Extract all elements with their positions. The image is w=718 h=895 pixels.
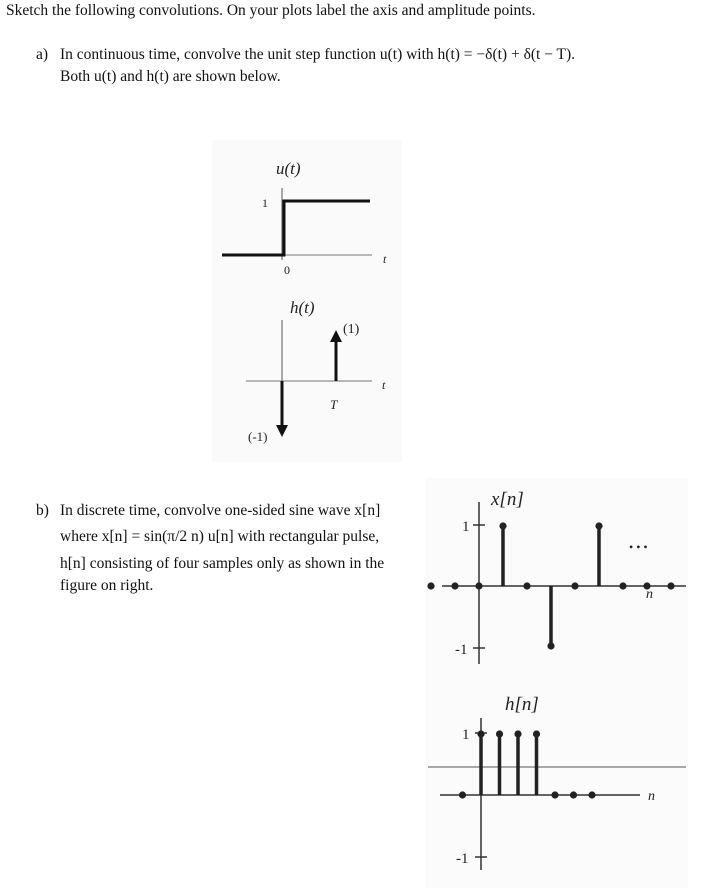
xn-sample-n1 bbox=[499, 522, 506, 529]
xn-plot-y-neg-label: -1 bbox=[455, 642, 468, 658]
u-plot-y-tick: 1 bbox=[262, 196, 268, 210]
u-plot-title: u(t) bbox=[276, 159, 301, 178]
h-plot-x-tick: T bbox=[330, 397, 338, 412]
hn-sample-n5 bbox=[570, 791, 577, 798]
u-plot-x-axis-label: t bbox=[383, 252, 387, 266]
part-b-line-4: figure on right. bbox=[60, 577, 154, 594]
part-b-line-3: h[n] consisting of four samples only as shown in the bbox=[60, 555, 385, 572]
h-plot-x-axis-label: t bbox=[382, 378, 386, 392]
xn-sample-n-1 bbox=[451, 582, 458, 589]
hn-plot-y-neg-label: -1 bbox=[456, 851, 469, 867]
part-a-line-1: In continuous time, convolve the unit step function u(t) with h(t) = −δ(t) + δ(t − T). bbox=[60, 46, 576, 63]
xn-plot-y-pos-label: 1 bbox=[462, 519, 470, 535]
h-positive-label: (1) bbox=[343, 322, 360, 337]
hn-sample-n3 bbox=[533, 730, 540, 737]
hn-sample-n1 bbox=[496, 730, 503, 737]
xn-sample-n-2 bbox=[427, 582, 434, 589]
part-b-line-2: where x[n] = sin(π/2 n) u[n] with rectangular pulse, bbox=[60, 528, 380, 545]
h-negative-label: (-1) bbox=[248, 429, 268, 444]
u-plot-x-tick: 0 bbox=[284, 263, 290, 277]
hn-plot-y-pos-label: 1 bbox=[462, 727, 470, 743]
xn-sample-n2 bbox=[523, 582, 530, 589]
xn-plot-x-axis-label: n bbox=[646, 587, 653, 602]
hn-plot-title: h[n] bbox=[505, 694, 539, 715]
hn-sample-n4 bbox=[551, 791, 558, 798]
xn-sample-n6 bbox=[619, 582, 626, 589]
hn-plot-x-axis-label: n bbox=[648, 789, 655, 804]
part-b-line-1: In discrete time, convolve one-sided sine wave x[n] bbox=[60, 502, 381, 519]
hn-sample-n-1 bbox=[459, 791, 466, 798]
hn-sample-n2 bbox=[514, 730, 521, 737]
xn-sample-n3 bbox=[547, 642, 554, 649]
xn-sample-n5 bbox=[595, 522, 602, 529]
part-b-figure-background bbox=[426, 478, 688, 888]
hn-sample-n0 bbox=[477, 730, 484, 737]
xn-continuation-dots: • • • bbox=[629, 540, 648, 554]
xn-plot-title: x[n] bbox=[491, 489, 524, 510]
part-b-marker: b) bbox=[36, 502, 49, 519]
xn-sample-n0 bbox=[475, 582, 482, 589]
instruction-text: Sketch the following convolutions. On your plots label the axis and amplitude points. bbox=[6, 2, 536, 19]
part-a-line-2: Both u(t) and h(t) are shown below. bbox=[60, 68, 281, 85]
part-a-marker: a) bbox=[36, 46, 49, 63]
hn-sample-n6 bbox=[588, 791, 595, 798]
xn-sample-n8 bbox=[667, 582, 674, 589]
xn-sample-n4 bbox=[571, 582, 578, 589]
h-plot-title: h(t) bbox=[290, 298, 315, 317]
